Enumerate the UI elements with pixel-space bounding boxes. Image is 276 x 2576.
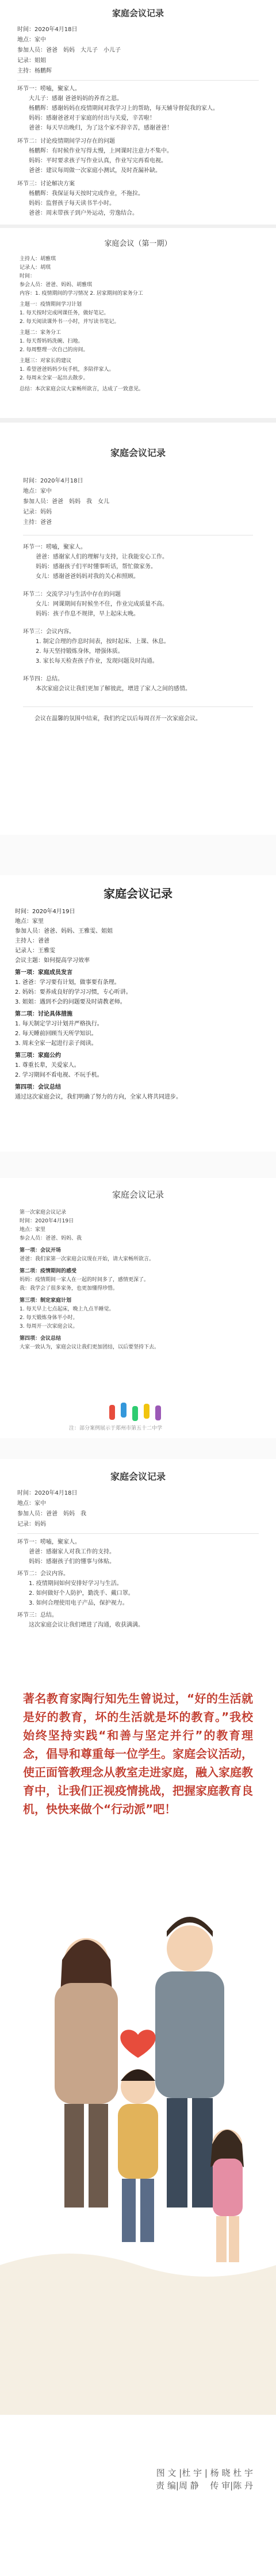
doc5-line: 第一次家庭会议记录	[20, 1210, 67, 1215]
doc5-note: 注：部分案例展示于郑州市第五十二中学	[69, 1426, 163, 1431]
doc2-line: 主题三：对家长的建议	[20, 358, 72, 364]
doc4-line: 3. 姐姐：遇到不会的问题要及时请教老师。	[15, 999, 126, 1005]
doc5-line: 爸爸：我们家第一次家庭会议现在开始，请大家畅所欲言。	[20, 1256, 155, 1262]
doc4-title: 家庭会议记录	[103, 887, 172, 901]
divider	[23, 706, 253, 707]
doc3-item: 2. 每天坚持锻炼身体，增强体质。	[36, 648, 124, 655]
doc2-line: 记录人：胡琪	[20, 265, 51, 271]
doc5-line: 地点：家里	[20, 1227, 46, 1233]
doc4-line: 第三项：家庭公约	[15, 1053, 61, 1059]
doc1-item2-line: 爸爸：建议每周做一次家庭小测试，及时查漏补缺。	[29, 168, 161, 174]
doc3-recorder: 记录：妈妈	[23, 509, 52, 515]
poster-section	[0, 1666, 276, 2576]
doc6-item: 这次家庭会议让我们增进了沟通，收获满满。	[29, 1622, 144, 1628]
doc4-theme: 会议主题：如何提高学习效率	[15, 958, 90, 964]
page-gap	[0, 1438, 276, 1459]
doc2-title: 家庭会议（第一期）	[104, 240, 172, 248]
doc3-item: 爸爸：感谢家人们的理解与支持，让我能安心工作。	[36, 554, 168, 560]
doc2-line: 主持人：胡雅琪	[20, 256, 56, 262]
doc1-time: 时间：2020年4月18日	[17, 26, 78, 33]
doc5-line: 我：我学会了很多家务，也更加懂得珍惜。	[20, 1286, 118, 1291]
doc6-time: 时间：2020年4月18日	[17, 1490, 78, 1496]
poster-credits	[156, 2467, 253, 2492]
doc3-item: 女儿：感谢爸爸妈妈对我的关心和照顾。	[36, 573, 139, 580]
doc1-item2-line: 妈妈：平时要求孩子写作业认真，作业写完再看电视。	[29, 158, 167, 164]
doc1-attendees: 参加人员：爸爸 妈妈 大儿子 小儿子	[17, 47, 121, 54]
doc1-item1-line: 大儿子：感谢 爸爸妈妈的养育之恩。	[29, 96, 123, 102]
doc1-host: 主持：杨鹏辉	[17, 68, 52, 74]
doc1-item2-line: 杨鹏辉：有时候作业写得太慢，上网课时注意力不集中。	[29, 148, 172, 154]
doc1-item1-title: 环节一：唠嗑，聚家人。	[17, 86, 80, 92]
doc4-line: 2. 妈妈：要养成良好的学习习惯，专心听讲。	[15, 989, 132, 996]
doc4-line: 第二项：讨论具体措施	[15, 1011, 72, 1017]
page-gap	[0, 1152, 276, 1178]
doc4-line: 2. 学习期间不看电视、不玩手机。	[15, 1072, 103, 1078]
doc6-item: 环节一：唠嗑，聚家人。	[17, 1539, 80, 1545]
doc1-place: 地点：家中	[17, 37, 46, 43]
doc-page-1	[0, 0, 276, 225]
doc4-line: 1. 爸爸：学习要有计划，做事要有条理。	[15, 979, 120, 986]
doc3-item: 环节一：唠嗑，聚家人。	[23, 544, 86, 550]
doc6-attendees: 参加人员：爸爸 妈妈 我	[17, 1511, 86, 1517]
doc6-place: 地点：家中	[17, 1500, 46, 1507]
doc1-item1-line: 爸爸：每天早出晚归，为了这个家不辞辛苦，感谢爸爸！	[29, 125, 172, 131]
doc1-item1-line: 杨鹏辉：感谢妈妈在疫情期间对我学习上的帮助，每天辅导督促我的家人。	[29, 105, 218, 112]
doc6-title: 家庭会议记录	[110, 1471, 166, 1482]
doc-page-2	[0, 228, 276, 418]
doc4-time: 时间：2020年4月19日	[15, 909, 75, 915]
doc5-line: 2. 每天锻炼身体半小时。	[20, 1315, 78, 1321]
doc2-line: 2. 每天阅读课外书一小时，并写读书笔记。	[20, 319, 120, 325]
doc4-line: 1. 每天制定学习计划并严格执行。	[15, 1021, 103, 1027]
divider	[17, 1533, 259, 1534]
doc2-line: 1. 每天按时完成网课任务，做好笔记。	[20, 310, 109, 316]
doc3-footer: 会议在温馨的氛围中结束，我们约定以后每周召开一次家庭会议。	[34, 716, 201, 722]
doc5-line: 第三项：制定家庭计划	[20, 1298, 72, 1304]
doc-page-5	[0, 1178, 276, 1438]
doc4-line: 第四项：会议总结	[15, 1084, 61, 1091]
doc3-title: 家庭会议记录	[110, 447, 166, 458]
doc6-item: 3. 如何合理使用电子产品，保护视力。	[29, 1600, 128, 1606]
doc5-line: 妈妈：疫情期间一家人在一起的时间多了，感情更深了。	[20, 1277, 150, 1283]
doc5-line: 1. 每天早上七点起床，晚上九点半睡觉。	[20, 1306, 114, 1312]
doc6-item: 妈妈：感谢孩子们的懂事与体贴。	[29, 1559, 115, 1565]
doc3-place: 地点：家中	[23, 488, 52, 495]
doc5-title: 家庭会议记录	[112, 1190, 164, 1200]
doc2-line: 参会人员：爸爸、妈妈、胡雅琪	[20, 282, 93, 288]
bottle-icon	[144, 1404, 150, 1419]
doc2-line: 1. 希望爸爸妈妈少玩手机，多陪伴家人。	[20, 367, 114, 373]
doc-page-6	[0, 1459, 276, 1637]
bottle-icon	[121, 1403, 126, 1418]
bottle-icon	[155, 1405, 161, 1420]
doc5-line: 第二项：疫情期间的感受	[20, 1268, 77, 1274]
doc4-recorder: 记录人：王雅雯	[15, 948, 55, 954]
doc5-line: 时间：2020年4月19日	[20, 1218, 74, 1224]
doc3-item: 妈妈：感谢孩子们平时懂事听话，帮忙做家务。	[36, 564, 156, 570]
doc3-item: 环节二：交流学习与生活中存在的问题	[23, 591, 121, 598]
doc2-line: 时间：	[20, 273, 36, 279]
doc1-item3-line: 爸爸：周末带孩子到户外运动，劳逸结合。	[29, 210, 138, 216]
doc2-line: 2. 每周末全家一起出去散步。	[20, 375, 89, 381]
doc4-line: 1. 尊重长辈，关爱家人。	[15, 1062, 80, 1069]
doc6-item: 环节二：会议内容。	[17, 1571, 69, 1577]
doc5-line: 第四项：会议总结	[20, 1336, 62, 1342]
doc4-attendees: 参加人员：爸爸、妈妈、王雅雯、姐姐	[15, 928, 113, 934]
doc6-item: 1. 疫情期间如何安排好学习与生活。	[29, 1580, 122, 1587]
family-illustration	[0, 1897, 276, 2415]
doc1-title: 家庭会议记录	[112, 8, 164, 18]
doc1-item3-title: 环节三：讨论解决方案	[17, 181, 75, 187]
doc4-line: 3. 周末全家一起进行亲子阅读。	[15, 1040, 97, 1047]
doc6-item: 2. 如何做好个人防护，勤洗手、戴口罩。	[29, 1590, 134, 1597]
doc1-item3-line: 妈妈：监督孩子每天读书半小时。	[29, 200, 115, 207]
doc2-line: 主题二：家务分工	[20, 330, 62, 336]
bottle-icon	[109, 1405, 115, 1420]
doc1-item2-title: 环节二：讨论疫情期间学习存在的问题	[17, 138, 115, 145]
divider	[17, 80, 259, 81]
doc4-line: 2. 每天睡前回顾当天所学知识。	[15, 1031, 97, 1037]
bottle-icon	[132, 1406, 138, 1421]
doc1-item3-line: 杨鹏辉：我保证每天按时完成作业，不拖拉。	[29, 191, 144, 197]
page-gap	[0, 835, 276, 875]
doc2-line: 内容：1. 疫情期间的学习情况 2. 居家期间的家务分工	[20, 291, 143, 297]
doc-page-4	[0, 875, 276, 1152]
doc2-line: 总结：本次家庭会议大家畅所欲言，达成了一致意见。	[20, 386, 144, 392]
doc5-line: 第一项：会议开场	[20, 1248, 62, 1253]
doc2-line: 2. 每周整理一次自己的房间。	[20, 347, 89, 353]
doc3-item: 环节三：会议内容。	[23, 629, 75, 635]
poster-credit-line: 图 文 |杜 宇 | 杨 晓 杜 宇	[156, 2468, 253, 2478]
doc3-item: 女儿：网课期间有时候坐不住，作业完成质量不高。	[36, 601, 168, 607]
doc5-line: 参会人员：爸爸、妈妈、我	[20, 1236, 82, 1241]
doc4-line: 第一项：家庭成员发言	[15, 970, 72, 976]
doc3-item: 3. 家长每天检查孩子作业，发现问题及时沟通。	[36, 658, 158, 664]
doc3-item: 妈妈：孩子作息不规律，早上起床太晚。	[36, 611, 139, 617]
doc3-host: 主持：爸爸	[23, 519, 52, 526]
doc3-attendees: 参加人员：爸爸 妈妈 我 女儿	[23, 499, 109, 505]
doc3-item: 本次家庭会议让我们更加了解彼此，增进了家人之间的感情。	[36, 686, 191, 692]
doc6-item: 环节三：总结。	[17, 1612, 57, 1618]
page-gap	[0, 1637, 276, 1666]
doc4-place: 地点：家里	[15, 918, 44, 925]
bottle-decoration	[103, 1403, 178, 1422]
doc3-item: 环节四：总结。	[23, 676, 63, 682]
doc3-item: 1. 制定合理的作息时间表，按时起床、上课、休息。	[36, 639, 170, 645]
doc1-recorder: 记录：姐姐	[17, 58, 46, 64]
doc5-line: 大家一致认为，家庭会议让我们更加团结，以后要坚持下去。	[20, 1344, 160, 1350]
poster-credit-line: 责 编|周 静 传 审|陈 丹	[156, 2480, 253, 2491]
doc-page-3	[0, 423, 276, 835]
poster-text: 著名教育家陶行知先生曾说过，“好的生活就是好的教育，坏的生活就是坏的教育。”我校始终坚持实践“和善与坚定并行”的教育理念，倡导和尊重每一位学生。家庭会议活动，使正面管教理念从教室走进家庭，融入家庭教育中，让我们正视疫情挑战，把握家庭教育良机，快快来做个“行动派”吧！	[23, 1692, 253, 1816]
doc4-host: 主持人：爸爸	[15, 938, 49, 944]
doc6-recorder: 记录：妈妈	[17, 1521, 46, 1528]
doc2-line: 主题一：疫情期间学习计划	[20, 302, 82, 307]
doc1-item1-line: 妈妈：感谢爸爸对于家庭的付出与关爱，辛苦啦！	[29, 115, 155, 121]
page-gap	[0, 418, 276, 423]
doc2-line: 1. 每天帮妈妈洗碗、扫地。	[20, 339, 83, 344]
doc5-line: 3. 每周开一次家庭会议。	[20, 1324, 78, 1329]
doc6-item: 爸爸：感谢家人对我工作的支持。	[29, 1549, 115, 1555]
doc3-time: 时间：2020年4月18日	[23, 478, 83, 484]
doc4-line: 通过这次家庭会议，我们明确了努力的方向，全家人将共同进步。	[15, 1094, 182, 1100]
